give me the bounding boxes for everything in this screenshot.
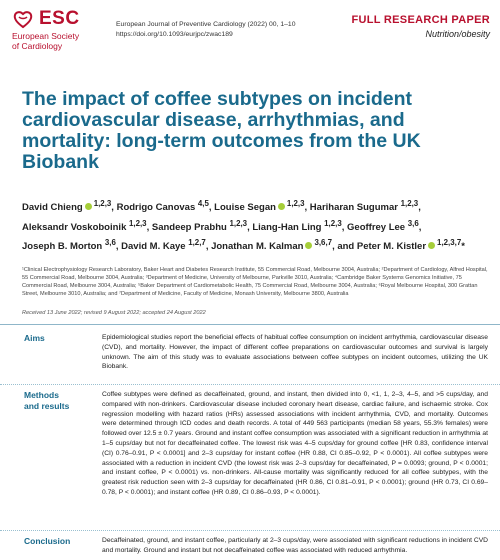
author-separator: , xyxy=(111,202,114,214)
author-name[interactable]: Jonathan M. Kalman xyxy=(211,241,304,253)
heart-swirl-icon xyxy=(12,8,34,30)
doi-link[interactable]: https://doi.org/10.1093/eurjpc/zwac189 xyxy=(116,31,233,38)
author-affiliation-marker: 3,6,7 xyxy=(314,238,333,248)
author-name[interactable]: David Chieng xyxy=(22,202,83,214)
author-affiliation-marker: 1,2,3 xyxy=(400,199,419,208)
aims-text: Epidemiological studies report the beneficial effects of habitual coffee consumption on incident arrhythmia, cardiovascular disease (CVD), and mortality. However, the impact of different coffee preparations on cardiovascular outcomes and survival is largely unknown. The aim of this study was to evaluate associations between coffee subtypes on incident outcomes, utilizing the UK Biobank. xyxy=(102,334,488,371)
author-name[interactable]: Geoffrey Lee xyxy=(347,221,406,233)
author-separator: , xyxy=(304,202,308,214)
orcid-icon[interactable] xyxy=(85,203,92,210)
conclusion-text: Decaffeinated, ground, and instant coffee, particularly at 2–3 cups/day, were associated with significant reductions in incident CVD and mortality. Ground and instant but not decaffeinated coffee was associated with reduced arrhythmia. xyxy=(102,537,488,554)
author-affiliation-marker: 1,2,3 xyxy=(229,218,248,228)
author-separator: , xyxy=(205,241,209,253)
journal-citation xyxy=(116,20,295,39)
author-affiliation-marker: 1,2,3 xyxy=(129,218,147,228)
journal-header xyxy=(12,8,490,68)
author-list xyxy=(22,196,492,255)
author-name[interactable]: Joseph B. Morton xyxy=(22,241,103,253)
author-name[interactable]: Aleksandr Voskoboinik xyxy=(22,221,127,233)
author-affiliation-marker: 3,6 xyxy=(104,238,116,248)
author-separator: , and xyxy=(332,241,355,253)
author-affiliation-marker: 1,2,3 xyxy=(93,199,112,208)
author-name[interactable]: Liang-Han Ling xyxy=(252,221,322,233)
journal-line: European Journal of Preventive Cardiology (2022) 00, 1–10 xyxy=(116,21,296,28)
conclusion-label: Conclusion xyxy=(24,536,71,546)
author-name[interactable]: Peter M. Kistler xyxy=(356,241,427,253)
author-separator: , xyxy=(341,221,345,233)
orcid-icon[interactable] xyxy=(305,242,312,249)
author-separator: , xyxy=(247,221,250,233)
article-title: The impact of coffee subtypes on incident cardiovascular disease, arrhythmias, and mortality: long-term outcomes from the UK Biobank xyxy=(22,88,421,173)
author-affiliation-marker: 3,6 xyxy=(407,218,419,228)
author-name[interactable]: David M. Kaye xyxy=(121,241,186,253)
divider xyxy=(0,530,500,532)
methods-text: Coffee subtypes were defined as decaffeinated, ground, and instant, then divided into 0, <1, 1, 2–3, 4–5, and >5 cups/day, and compared with non-drinkers. Cardiovascular disease included coronary heart disease, cardiac failure, and ischaemic stroke. Cox regression modelling with hazard ratios (HRs) assessed associations with incident arrhythmia, CVD, and mortality. Outcomes were determined through ICD codes and death records. A total of 449 563 participants (median 58 years, 55.3% females) were followed over 12.5 ± 0.7 years. Ground and instant coffee consumption was associated with a significant reduction in arrhythmia at 1–5 cups/day but not for decaffeinated coffee. The lowest risk was 4–5 cups/day for ground coffee [HR 0.83, confidence interval (CI) 0.76–0.91, P < 0.0001] and 2–3 cups/day for instant coffee (HR 0.88, CI 0.85–0.92, P < 0.0001). All coffee subtypes were associated with a reduction in incident CVD (the lowest risk was 2–3 cups/day for decaffeinated, P = 0.0093; ground, P < 0.0001; and instant coffee, P < 0.0001) vs. non-drinkers. All-cause mortality was significantly reduced for all coffee subtypes, with the greatest risk reduction seen with 2–3 cups/day for decaffeinated (HR 0.86, CI 0.81–0.91, P < 0.0001); ground (HR 0.73, CI 0.69–0.78, P < 0.0001); and instant coffee (HR 0.89, CI 0.86–0.93, P < 0.0001). xyxy=(102,391,488,496)
author-affiliation-marker: 1,2,3 xyxy=(286,199,305,208)
author-name[interactable]: Louise Segan xyxy=(214,202,276,214)
received-dates: Received 13 June 2022; revised 9 August 2022; accepted 24 August 2022 xyxy=(22,310,206,316)
author-separator: , xyxy=(115,241,119,253)
logo-subtitle: European Society of Cardiology xyxy=(12,31,80,51)
author-separator: , xyxy=(418,221,422,233)
author-separator: , xyxy=(418,202,421,214)
author-separator: , xyxy=(208,202,212,214)
author-affiliation-marker: 1,2,3,7 xyxy=(437,238,462,248)
author-affiliation-marker: 1,2,7 xyxy=(188,238,206,248)
orcid-icon[interactable] xyxy=(428,242,435,249)
divider xyxy=(0,324,500,325)
article-type-block xyxy=(351,14,490,39)
esc-logo[interactable] xyxy=(12,8,112,51)
article-topic: Nutrition/obesity xyxy=(425,29,490,39)
author-name[interactable]: Sandeep Prabhu xyxy=(151,221,227,233)
author-separator: * xyxy=(461,241,465,253)
article-type: FULL RESEARCH PAPER xyxy=(351,14,490,26)
author-separator: , xyxy=(146,221,150,233)
aims-label: Aims xyxy=(24,333,45,343)
divider xyxy=(0,384,500,386)
author-affiliation-marker: 1,2,3 xyxy=(324,218,342,228)
author-affiliation-marker: 4,5 xyxy=(197,199,209,208)
author-name[interactable]: Rodrigo Canovas xyxy=(116,202,196,214)
logo-text: ESC xyxy=(39,8,80,29)
affiliations: ¹Clinical Electrophysiology Research Laboratory, Baker Heart and Diabetes Research Institute, 55 Commercial Road, Melbourne 3004, Australia; ²Department of Cardiology, Alfred Hospital, 55 Commercial Road, Melbourne 3004, Australia; ³Department of Medicine, University of Melbourne, Parkville 3010, Australia; ⁴Cambridge Baker Systems Genomics Initiative, 75 Commercial Road, Melbourne 3004, Australia; ⁵Baker Department of Cardiometabolic Health, 75 Commercial Road, Melbourne 3004, Australia; ⁶Royal Melbourne Hospital, 300 Grattan Street, Melbourne 3010, Australia; and ⁷Department of Medicine, Faculty of Medicine, Monash University, Melbourne 3800, Australia xyxy=(22,267,488,297)
orcid-icon[interactable] xyxy=(278,203,285,210)
author-name[interactable]: Hariharan Sugumar xyxy=(309,202,398,214)
methods-label: Methods and results xyxy=(24,390,70,411)
